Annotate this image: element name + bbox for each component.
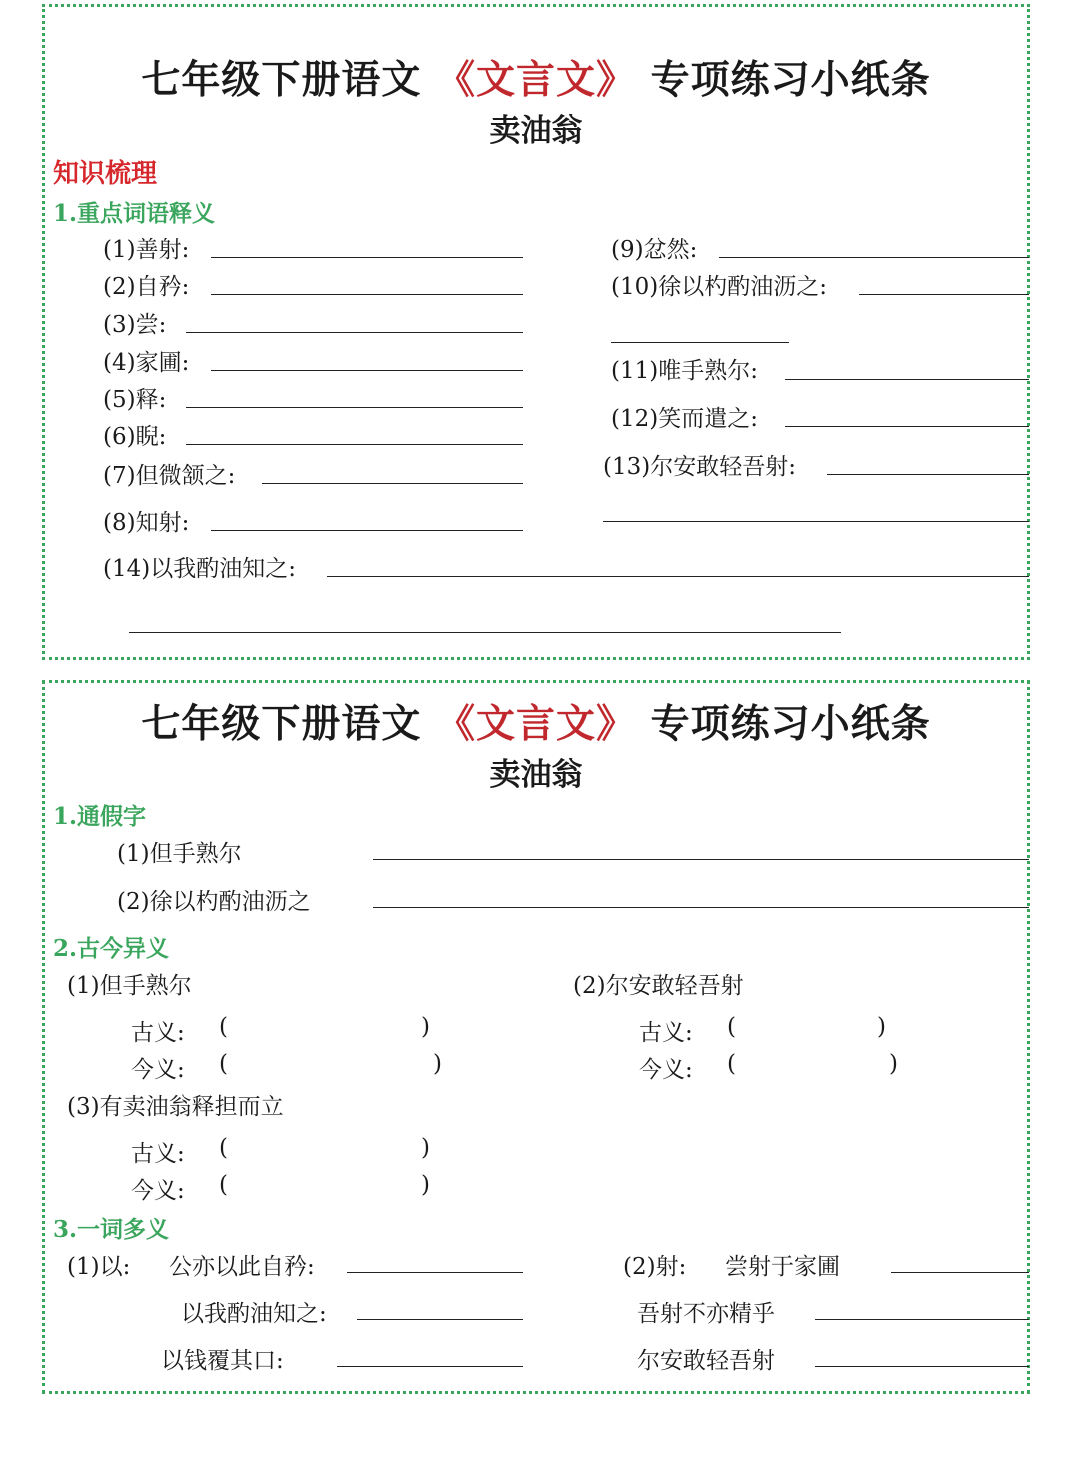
vocab-item-14: (14)以我酌油知之: xyxy=(103,556,296,582)
tongjia-answer-line-1[interactable] xyxy=(373,859,1029,860)
vocab-item-4: (4)家圃: xyxy=(103,350,190,376)
gujin-3-gu-open[interactable]: ( xyxy=(219,1135,228,1161)
section-heading-knowledge: 知识梳理 xyxy=(53,159,158,189)
tongjia-answer-line-2[interactable] xyxy=(373,907,1029,908)
vocab-item-7: (7)但微颔之: xyxy=(103,463,236,489)
section-heading-tongjia: 1.通假字 xyxy=(53,803,147,830)
polysemy-q1-item-1: 公亦以此自矜: xyxy=(169,1254,315,1280)
section-heading-polysemy: 3.一词多义 xyxy=(53,1216,170,1243)
gujin-3-jin-label: 今义: xyxy=(131,1178,185,1204)
vocab-item-6: (6)睨: xyxy=(103,424,167,450)
sub-heading-key-words: 1.重点词语释义 xyxy=(53,200,216,227)
gujin-1-gu-close: ) xyxy=(421,1014,430,1040)
answer-line-13-cont[interactable] xyxy=(603,521,1029,522)
vocab-item-5: (5)释: xyxy=(103,387,167,413)
answer-line-4[interactable] xyxy=(211,370,523,371)
gujin-1-jin-close: ) xyxy=(433,1051,442,1077)
card-subtitle: 卖油翁 xyxy=(489,757,583,793)
vocab-item-3: (3)尝: xyxy=(103,312,167,338)
gujin-1-jin-label: 今义: xyxy=(131,1057,185,1083)
polysemy-q1-answer-line-3[interactable] xyxy=(337,1366,523,1367)
card-subtitle: 卖油翁 xyxy=(489,113,583,149)
polysemy-q1-answer-line-2[interactable] xyxy=(357,1319,523,1320)
section-heading-gujin: 2.古今异义 xyxy=(53,935,170,962)
gujin-2-jin-close: ) xyxy=(889,1051,898,1077)
answer-line-3[interactable] xyxy=(186,332,523,333)
answer-line-14-cont[interactable] xyxy=(129,632,841,633)
polysemy-q2-answer-line-2[interactable] xyxy=(815,1319,1029,1320)
vocab-item-9: (9)忿然: xyxy=(611,237,698,263)
worksheet-card-grammar xyxy=(42,680,1030,1394)
vocab-item-10: (10)徐以杓酌油沥之: xyxy=(611,274,827,300)
vocab-item-1: (1)善射: xyxy=(103,237,190,263)
gujin-2-gu-label: 古义: xyxy=(639,1020,693,1046)
gujin-3-gu-label: 古义: xyxy=(131,1141,185,1167)
answer-line-13[interactable] xyxy=(827,474,1029,475)
answer-line-6[interactable] xyxy=(186,444,523,445)
polysemy-q2-answer-line-1[interactable] xyxy=(891,1272,1029,1273)
tongjia-item-2: (2)徐以杓酌油沥之 xyxy=(117,889,311,915)
gujin-2-gu-open[interactable]: ( xyxy=(727,1014,736,1040)
vocab-item-13: (13)尔安敢轻吾射: xyxy=(603,454,796,480)
card-title: 七年级下册语文 《文言文》 专项练习小纸条 xyxy=(141,57,931,103)
answer-line-9[interactable] xyxy=(719,257,1029,258)
gujin-item-2: (2)尔安敢轻吾射 xyxy=(573,973,744,999)
vocab-item-2: (2)自矜: xyxy=(103,274,190,300)
answer-line-14[interactable] xyxy=(327,576,1029,577)
polysemy-q2-item-3: 尔安敢轻吾射 xyxy=(637,1348,775,1374)
vocab-item-8: (8)知射: xyxy=(103,510,190,536)
gujin-item-3: (3)有卖油翁释担而立 xyxy=(67,1094,284,1120)
answer-line-10[interactable] xyxy=(859,294,1029,295)
polysemy-q1-label: (1)以: xyxy=(67,1254,131,1280)
polysemy-q2-item-1: 尝射于家圃 xyxy=(725,1254,840,1280)
polysemy-q2-label: (2)射: xyxy=(623,1254,687,1280)
gujin-2-jin-label: 今义: xyxy=(639,1057,693,1083)
vocab-item-12: (12)笑而遣之: xyxy=(611,406,758,432)
gujin-2-gu-close: ) xyxy=(877,1014,886,1040)
gujin-1-gu-open[interactable]: ( xyxy=(219,1014,228,1040)
answer-line-7[interactable] xyxy=(262,483,523,484)
gujin-3-gu-close: ) xyxy=(421,1135,430,1161)
answer-line-8[interactable] xyxy=(211,530,523,531)
worksheet-card-vocabulary xyxy=(42,4,1030,660)
card-title: 七年级下册语文 《文言文》 专项练习小纸条 xyxy=(141,701,931,747)
polysemy-q1-item-2: 以我酌油知之: xyxy=(181,1301,327,1327)
tongjia-item-1: (1)但手熟尔 xyxy=(117,841,242,867)
answer-line-2[interactable] xyxy=(211,294,523,295)
polysemy-q2-item-2: 吾射不亦精乎 xyxy=(637,1301,775,1327)
gujin-2-jin-open[interactable]: ( xyxy=(727,1051,736,1077)
gujin-3-jin-open[interactable]: ( xyxy=(219,1172,228,1198)
answer-line-10-cont[interactable] xyxy=(611,342,789,343)
polysemy-q1-item-3: 以钱覆其口: xyxy=(161,1348,284,1374)
gujin-3-jin-close: ) xyxy=(421,1172,430,1198)
answer-line-1[interactable] xyxy=(211,257,523,258)
answer-line-11[interactable] xyxy=(785,379,1029,380)
gujin-1-jin-open[interactable]: ( xyxy=(219,1051,228,1077)
polysemy-q1-answer-line-1[interactable] xyxy=(347,1272,523,1273)
answer-line-5[interactable] xyxy=(186,407,523,408)
gujin-item-1: (1)但手熟尔 xyxy=(67,973,192,999)
gujin-1-gu-label: 古义: xyxy=(131,1020,185,1046)
polysemy-q2-answer-line-3[interactable] xyxy=(815,1366,1029,1367)
vocab-item-11: (11)唯手熟尔: xyxy=(611,358,758,384)
answer-line-12[interactable] xyxy=(785,426,1029,427)
